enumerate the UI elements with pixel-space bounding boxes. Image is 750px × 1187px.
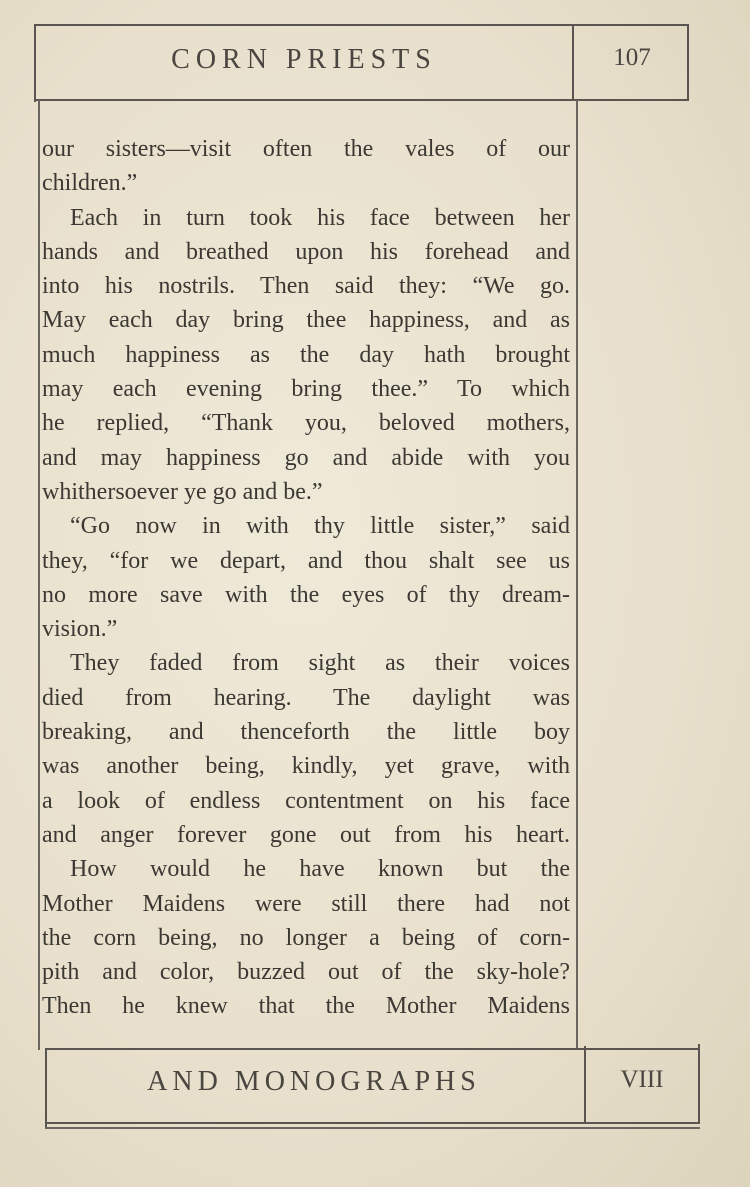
text-line: Mother Maidens were still there had not: [42, 890, 570, 917]
text-line: they, “for we depart, and thou shalt see us: [42, 547, 570, 574]
body-text: [42, 132, 570, 1024]
text-line: whithersoever ye go and be.”: [42, 478, 323, 505]
text-line: into his nostrils. Then said they: “We go.: [42, 273, 570, 300]
text-line: Each in turn took his face between her: [70, 204, 570, 231]
text-line: our sisters—visit often the vales of our: [42, 136, 570, 162]
running-head-title: CORN PRIESTS: [171, 44, 437, 75]
text-line: much happiness as the day hath brought: [42, 341, 570, 368]
running-foot-title: AND MONOGRAPHS: [147, 1066, 481, 1097]
text-line: may each evening bring thee.” To which: [42, 376, 570, 403]
header-bottom-rule: [34, 99, 689, 101]
text-right-rule: [576, 100, 578, 1048]
text-line: vision.”: [42, 616, 118, 643]
text-line: children.”: [42, 170, 138, 197]
text-line: and may happiness go and abide with you: [42, 444, 570, 471]
footer-bottom-rule: [45, 1122, 700, 1124]
text-line: died from hearing. The daylight was: [42, 684, 570, 711]
text-line: They faded from sight as their voices: [70, 650, 570, 677]
header-divider-rule: [572, 24, 574, 100]
text-left-rule: [38, 100, 40, 1050]
text-line: no more save with the eyes of thy dream-: [42, 581, 570, 608]
text-line: How would he have known but the: [70, 856, 570, 883]
text-line: he replied, “Thank you, beloved mothers,: [42, 410, 570, 437]
text-line: the corn being, no longer a being of corn-: [42, 924, 570, 951]
volume-number: VIII: [620, 1066, 664, 1093]
text-line: Then he knew that the Mother Maidens: [42, 993, 570, 1020]
page-number: 107: [613, 44, 651, 71]
header-top-rule: [34, 24, 688, 26]
text-line: pith and color, buzzed out of the sky-hole?: [42, 959, 570, 986]
text-line: and anger forever gone out from his heart.: [42, 821, 570, 848]
text-line: May each day bring thee happiness, and as: [42, 307, 570, 334]
footer-outer-rule: [45, 1127, 700, 1129]
text-line: a look of endless contentment on his face: [42, 787, 570, 814]
text-line: “Go now in with thy little sister,” said: [70, 513, 570, 540]
text-line: hands and breathed upon his forehead and: [42, 238, 570, 265]
text-line: breaking, and thenceforth the little boy: [42, 719, 570, 746]
footer-right-rule: [698, 1044, 700, 1122]
footer-top-rule: [45, 1048, 699, 1050]
text-line: was another being, kindly, yet grave, with: [42, 753, 570, 780]
